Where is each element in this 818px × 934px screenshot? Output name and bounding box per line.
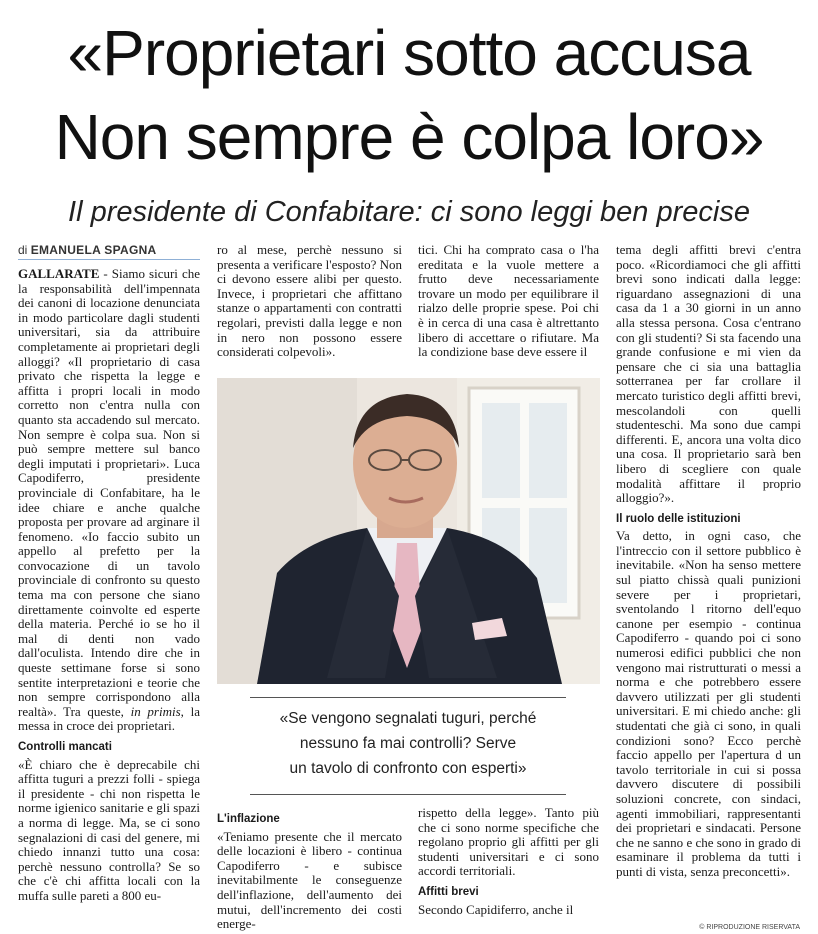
paragraph: «Teniamo presente che il mercato delle locazioni è libero - continua Capodiferro - e subisce inevitabilmente le conseguenze dell'inflazione, dell'aumento dei mutui, dell'incremento dei costi energe- xyxy=(217,828,402,932)
pullquote xyxy=(240,706,576,781)
italic-phrase: in primis xyxy=(130,703,181,719)
paragraph: Va detto, in ogni caso, che l'intreccio con il settore pubblico è inevitabile. «Non ha senso mettere sul piatto chissà quali punizioni severe per i proprietari, sventolando l ritorno dell'equo canone per esempio - continua Capodiferro - quando poi ci sono numerosi edifici pubblici che non vengono mai ristrutturati o messi a norma e che potrebbero essere davvero utilizzati per gli studenti universitari. E mi chiedo anche: gli studentati che già ci sono, in quali condizioni sono? Ecco perchè faccio appello per l'apertura d un tavolo territoriale in cui si possa davvero discutere di possibili soluzioni concrete, con sindaci, agenti immobiliari, rappresentanti dei proprietari e sindacati. Persone che ne sanno e che sono in grado di esaminare il problema da tutti i punti di vista, senza preconcetti». xyxy=(616,528,801,879)
pullquote-rule-bottom xyxy=(250,794,566,795)
paragraph-text: - Siamo sicuri che la responsabilità dell'impennata dei canoni di locazione denunciata in modo particolare dagli studenti universitari, sia da attribuire completamente ai proprietari degli alloggi? «Il proprietario di casa privato che rispetta la legge e affitta i propri locali in modo corretto non c'entra nulla con quanto sta accadendo sul mercato. Non sempre è colpa sua. Non si può sempre mettere sul banco degli imputati i proprietari». Luca Capodiferro, presidente provinciale di Confabitare, ha le idee chiare e anche qualche proposta per provare ad arginare il fenomeno. «Io faccio subito un appello al prefetto per la convocazione di un tavolo provinciale di confronto su questo tema ma con persone che siano direttamente coinvolte ed esperte della materia. Perché io se ho il mal di denti non vado dall'oculista. Intendo dire che in queste settimane forse si sono sentite interpretazioni e teorie che non sempre corrispondono alla realtà». Tra queste, xyxy=(18,267,200,719)
pullquote-line: nessuno fa mai controlli? Serve xyxy=(299,735,517,752)
section-subtitle: L'inflazione xyxy=(217,813,280,825)
section-subtitle: Controlli mancati xyxy=(18,741,112,753)
paragraph: Secondo Capidiferro, anche il xyxy=(418,901,574,917)
section-subtitle: Affitti brevi xyxy=(418,885,479,898)
column-1 xyxy=(18,267,200,934)
headline-line-2: Non sempre è colpa loro» xyxy=(54,101,764,173)
column-4 xyxy=(616,243,801,934)
paragraph: tici. Chi ha comprato casa o l'ha ereditata e la vuole mettere a frutto deve necessariamente trovare un modo per equilibrare il rialzo delle proprie spese. Poi chi è in cerca di una casa è altrettanto libero di accettare o rifiutare. Ma la condizione base deve essere il xyxy=(418,243,599,360)
byline-prefix: di xyxy=(18,243,28,257)
pullquote-rule-top xyxy=(250,697,566,698)
paragraph: tema degli affitti brevi c'entra poco. «Ricordiamoci che gli affitti brevi sono indicati dalla legge: riguardano assegnazioni di una casa da 1 a 30 giorni in un anno alla stessa persona. Cosa c'entrano con gli studenti? Si sta facendo una grande confusione e mi vien da pensare che ci sia una battaglia sotterranea per far crollare il mercato turistico degli affitti brevi, mescolandoli con quelli studenteschi. Ma sono due campi differenti. E, ancora una volta dico una cosa. Il proprietario sarà ben libero di scegliere con quale modalità affittare il proprio alloggio?». xyxy=(616,243,801,506)
subheadline: Il presidente di Confabitare: ci sono leggi ben precise xyxy=(68,196,750,228)
paragraph xyxy=(18,267,200,734)
paragraph-text-end: , la messa in croce dei proprietari. xyxy=(18,703,200,734)
column-2-bottom xyxy=(217,806,402,934)
article-photo xyxy=(217,378,600,684)
paragraph: «È chiaro che è deprecabile chi affitta tuguri a prezzi folli - spiega il presidente - chi non rispetta le norme igienico sanitarie e gli spazi a norma di legge. Ma, se ci sono segnalazioni di casi del genere, mi chiedo innanzi tutto una cosa: perchè nessuno controlla? Se so che c'è chi affitta locali con la muffa sulle pareti a 800 eu- xyxy=(18,756,200,903)
paragraph: rispetto della legge». Tanto più che ci sono norme specifiche che regolano proprio gli affitti per gli studenti universitari e ci sono accordi territoriali. xyxy=(418,806,599,879)
column-2-top xyxy=(217,243,402,371)
pullquote-line: «Se vengono segnalati tuguri, perché xyxy=(279,710,537,727)
byline xyxy=(18,243,200,260)
pullquote-line: un tavolo di confronto con esperti» xyxy=(289,760,527,777)
portrait-photo xyxy=(217,378,600,684)
column-3-top xyxy=(418,243,599,371)
headline-line-1: «Proprietari sotto accusa xyxy=(67,17,751,89)
column-3-bottom xyxy=(418,806,599,934)
paragraph: ro al mese, perchè nessuno si presenta a verificare l'esposto? Non ci devono essere alibi per questo. Invece, i proprietari che affittano stanze o appartamenti con contratti regolari, previsti dalla legge e non in nero non possono essere considerati colpevoli». xyxy=(217,243,402,360)
section-subtitle: Il ruolo delle istituzioni xyxy=(616,512,741,525)
reproduction-notice: © RIPRODUZIONE RISERVATA xyxy=(699,924,800,931)
author-name: EMANUELA SPAGNA xyxy=(30,243,157,257)
dateline: GALLARATE xyxy=(18,267,100,281)
